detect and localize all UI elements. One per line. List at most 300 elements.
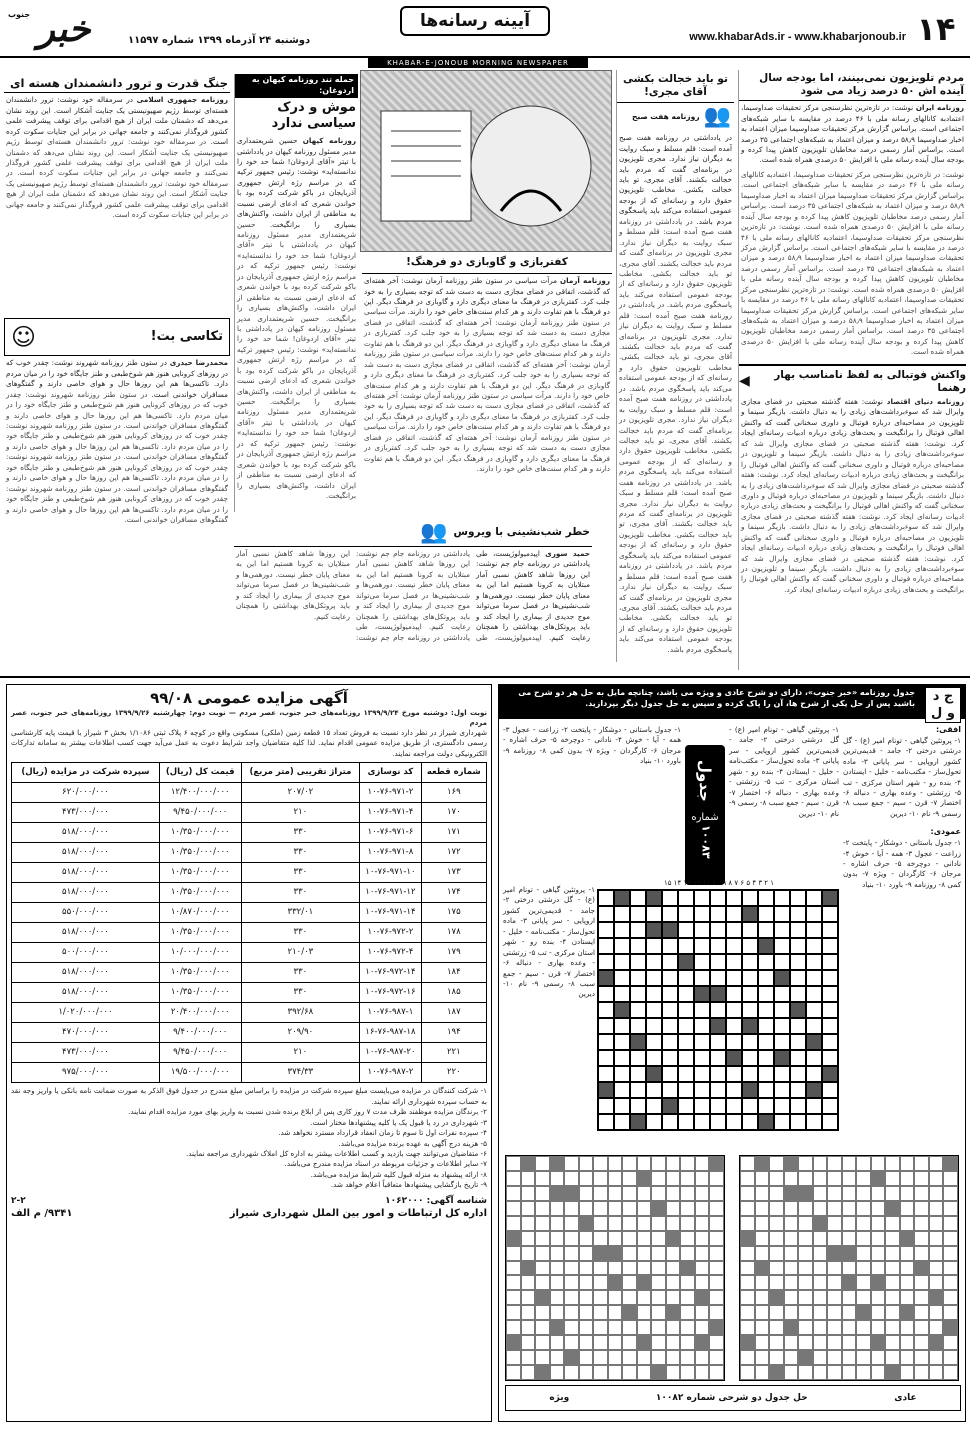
grid-cell [506,1201,521,1216]
grid-cell [535,1261,550,1276]
lead-bahar: روزنامه دنیای اقتصاد [886,397,964,406]
grid-cell[interactable] [758,890,774,906]
grid-cell[interactable] [694,1114,710,1130]
grid-cell [740,1186,755,1201]
grid-cell[interactable] [614,922,630,938]
grid-cell[interactable] [774,986,790,1002]
grid-cell[interactable] [806,922,822,938]
grid-cell[interactable] [790,1098,806,1114]
grid-cell [506,1365,521,1380]
grid-cell [637,1261,652,1276]
grid-cell[interactable] [774,922,790,938]
grid-cell[interactable] [710,922,726,938]
grid-cell[interactable] [806,938,822,954]
grid-cell[interactable] [774,938,790,954]
grid-cell[interactable] [678,986,694,1002]
grid-cell [885,1186,900,1201]
grid-cell [564,1231,579,1246]
grid-cell [842,1186,857,1201]
column-nuclear [4,74,230,314]
grid-cell[interactable] [630,906,646,922]
grid-cell [637,1156,652,1171]
grid-cell[interactable] [726,1018,742,1034]
grid-cell[interactable] [806,970,822,986]
grid-cell[interactable] [742,1002,758,1018]
grid-cell[interactable] [646,986,662,1002]
grid-cell[interactable] [742,1050,758,1066]
grid-cell[interactable] [822,1082,838,1098]
grid-cell[interactable] [614,1066,630,1082]
grid-cell[interactable] [598,1002,614,1018]
grid-cell[interactable] [806,1002,822,1018]
grid-cell [784,1305,799,1320]
grid-cell[interactable] [790,970,806,986]
grid-cell[interactable] [646,1098,662,1114]
grid-cell[interactable] [678,938,694,954]
grid-cell[interactable] [710,906,726,922]
grid-block [666,1231,681,1246]
grid-cell [579,1201,594,1216]
grid-cell [709,1335,724,1350]
grid-cell[interactable] [758,1034,774,1050]
grid-cell[interactable] [726,890,742,906]
grid-cell[interactable] [662,970,678,986]
ad-ref: ۹۳۴۱/ م الف [11,1207,73,1219]
table-cell: ۳۳۰ [241,863,360,883]
grid-cell[interactable] [790,922,806,938]
grid-cell[interactable] [822,1002,838,1018]
grid-cell[interactable] [790,954,806,970]
grid-cell [856,1335,871,1350]
grid-cell[interactable] [806,890,822,906]
grid-cell[interactable] [598,986,614,1002]
grid-cell [680,1335,695,1350]
grid-cell [579,1186,594,1201]
grid-cell [943,1275,958,1290]
grid-cell[interactable] [694,1050,710,1066]
table-cell: ۳۳۰ [241,823,360,843]
grid-cell [856,1201,871,1216]
grid-cell[interactable] [662,986,678,1002]
grid-cell[interactable] [806,1018,822,1034]
grid-cell[interactable] [662,1002,678,1018]
crossword-grid[interactable] [597,889,839,1131]
grid-cell[interactable] [694,938,710,954]
grid-cell[interactable] [822,922,838,938]
grid-cell [784,1216,799,1231]
grid-cell[interactable] [662,1114,678,1130]
grid-cell[interactable] [630,954,646,970]
crossword-number: ۱۰۰۸۳ [699,824,713,859]
grid-cell[interactable] [726,986,742,1002]
grid-cell[interactable] [662,1034,678,1050]
grid-cell[interactable] [742,1066,758,1082]
grid-cell[interactable] [710,1050,726,1066]
grid-cell[interactable] [598,1066,614,1082]
grid-block [806,1034,822,1050]
grid-cell[interactable] [758,1082,774,1098]
grid-cell[interactable] [822,1050,838,1066]
grid-cell[interactable] [822,906,838,922]
grid-cell[interactable] [598,938,614,954]
grid-cell [506,1156,521,1171]
grid-cell [593,1261,608,1276]
table-cell: ۱۷۴ [421,883,486,903]
grid-cell[interactable] [662,890,678,906]
grid-cell[interactable] [694,906,710,922]
grid-cell [651,1335,666,1350]
grid-cell [666,1201,681,1216]
grid-cell[interactable] [614,1098,630,1114]
grid-cell[interactable] [742,922,758,938]
grid-cell[interactable] [710,890,726,906]
grid-cell[interactable] [678,922,694,938]
grid-cell[interactable] [630,1002,646,1018]
grid-cell[interactable] [662,1050,678,1066]
grid-cell[interactable] [710,1114,726,1130]
grid-cell[interactable] [806,1066,822,1082]
lead-khejalat: روزنامه هفت صبح [631,112,700,122]
grid-block [709,1156,724,1171]
grid-cell[interactable] [694,890,710,906]
grid-cell[interactable] [710,938,726,954]
grid-cell[interactable] [630,970,646,986]
grid-cell[interactable] [598,906,614,922]
grid-cell[interactable] [678,906,694,922]
grid-cell[interactable] [726,1034,742,1050]
grid-cell [871,1365,886,1380]
grid-cell[interactable] [758,1002,774,1018]
grid-cell[interactable] [726,970,742,986]
grid-cell[interactable] [630,1082,646,1098]
grid-cell[interactable] [774,1114,790,1130]
grid-cell[interactable] [662,906,678,922]
grid-cell [813,1186,828,1201]
grid-cell[interactable] [694,1098,710,1114]
grid-cell[interactable] [822,954,838,970]
grid-cell[interactable] [646,954,662,970]
table-cell: ۱۰-۷۶-۹۷۱-۱۲ [360,883,421,903]
grid-cell [784,1350,799,1365]
grid-cell[interactable] [774,1018,790,1034]
grid-cell[interactable] [726,1066,742,1082]
grid-cell[interactable] [598,1114,614,1130]
grid-cell [521,1290,536,1305]
grid-cell [637,1216,652,1231]
grid-cell[interactable] [790,1034,806,1050]
table-cell: ۵۱۸/۰۰۰/۰۰۰ [12,923,160,943]
grid-cell[interactable] [758,954,774,970]
grid-cell[interactable] [790,1114,806,1130]
grid-cell[interactable] [678,1050,694,1066]
body-khejalat: در یادداشتی در روزنامه هفت صبح آمده است: قلم مسلط و سبک روایت به دیگران نیاز ندارد. مجری تلویزیون در برنامه‌ای گفت که مردم باید خجالت بکشند. آقای مجری، تو باید خجالت بکشی. مخاطب تلویزیون حقوق دارد و رسانه‌ای که از بودجه عمومی استفاده می‌کند باید پاسخگوی مردم باشد. [619,133,732,226]
grid-cell [943,1335,958,1350]
grid-cell[interactable] [630,1066,646,1082]
grid-cell[interactable] [694,1002,710,1018]
grid-cell[interactable] [646,1018,662,1034]
grid-cell[interactable] [678,890,694,906]
grid-cell [740,1305,755,1320]
grid-cell[interactable] [598,922,614,938]
grid-cell[interactable] [790,938,806,954]
body-virus-filler: اپیدمیولوژیست، طی یادداشتی در روزنامه جام جم نوشت: این روزها شاهد کاهش نسبی آمار مبتلایان به کرونا هستیم اما این به معنای پایان خطر نیست. دورهمی‌ها و شب‌نشینی‌ها در فصل سرما می‌تواند موج جدیدی از بیماری را ایجاد کند و باید پروتکل‌های بهداشتی را همچنان رعایت کنیم. اپیدمیولوژیست، طی یادداشتی در روزنامه جام جم نوشت: این روزها شاهد کاهش نسبی آمار مبتلایان به کرونا هستیم اما این به معنای پایان خطر نیست. دورهمی‌ها و شب‌نشینی‌ها در فصل سرما می‌تواند موج جدیدی از بیماری را ایجاد کند و باید پروتکل‌های بهداشتی را همچنان رعایت کنیم. [236,549,542,642]
grid-cell[interactable] [726,922,742,938]
grid-cell[interactable] [790,986,806,1002]
grid-cell[interactable] [630,986,646,1002]
grid-cell[interactable] [822,1034,838,1050]
grid-block [842,1246,857,1261]
grid-cell[interactable] [710,1082,726,1098]
grid-cell[interactable] [614,1018,630,1034]
grid-cell [579,1246,594,1261]
grid-cell [608,1305,623,1320]
table-cell: ۱۸۴ [421,963,486,983]
numbers-top: ۱۵ ۱۴ ۱۳ ۱۲ ۱۱ ۱۰ ۹ ۸ ۷ ۶ ۵ ۴ ۳ ۲ ۱ [663,879,775,887]
grid-cell[interactable] [630,1098,646,1114]
grid-cell[interactable] [758,970,774,986]
grid-cell[interactable] [822,970,838,986]
grid-cell [637,1246,652,1261]
grid-cell[interactable] [678,970,694,986]
grid-cell[interactable] [630,938,646,954]
table-cell: ۱۰-۷۶-۹۷۱-۴ [360,803,421,823]
grid-cell[interactable] [646,1002,662,1018]
grid-cell [885,1171,900,1186]
grid-cell[interactable] [726,906,742,922]
grid-cell[interactable] [806,906,822,922]
grid-cell[interactable] [694,1082,710,1098]
grid-cell[interactable] [598,954,614,970]
grid-cell[interactable] [646,938,662,954]
grid-cell[interactable] [790,906,806,922]
grid-block [769,1365,784,1380]
grid-cell[interactable] [630,922,646,938]
grid-cell[interactable] [662,938,678,954]
grid-cell[interactable] [614,970,630,986]
grid-cell[interactable] [662,954,678,970]
grid-cell [709,1231,724,1246]
grid-block [769,1290,784,1305]
grid-cell[interactable] [662,1066,678,1082]
grid-cell[interactable] [742,890,758,906]
grid-block [929,1290,944,1305]
grid-cell[interactable] [630,1018,646,1034]
grid-cell[interactable] [774,1002,790,1018]
grid-cell[interactable] [726,1098,742,1114]
grid-cell[interactable] [694,922,710,938]
grid-cell [885,1335,900,1350]
grid-cell[interactable] [774,906,790,922]
grid-cell[interactable] [614,906,630,922]
grid-cell[interactable] [678,1066,694,1082]
grid-block [710,1018,726,1034]
grid-cell[interactable] [710,954,726,970]
grid-cell[interactable] [742,970,758,986]
grid-cell [929,1320,944,1335]
grid-cell [784,1335,799,1350]
grid-cell[interactable] [678,1098,694,1114]
table-cell: ۱۰-۷۶-۹۷۲-۴ [360,943,421,963]
grid-cell[interactable] [646,1082,662,1098]
grid-cell [608,1290,623,1305]
grid-cell[interactable] [598,1034,614,1050]
grid-cell[interactable] [694,954,710,970]
grid-cell [680,1231,695,1246]
grid-cell [842,1231,857,1246]
grid-cell[interactable] [790,1066,806,1082]
grid-cell[interactable] [774,1098,790,1114]
grid-cell[interactable] [710,1098,726,1114]
grid-cell[interactable] [822,1114,838,1130]
grid-cell[interactable] [758,1098,774,1114]
grid-cell[interactable] [758,906,774,922]
grid-cell[interactable] [726,1002,742,1018]
grid-cell[interactable] [774,1034,790,1050]
grid-block [900,1231,915,1246]
grid-block [564,1350,579,1365]
grid-cell[interactable] [806,1098,822,1114]
grid-cell [506,1186,521,1201]
grid-cell[interactable] [806,986,822,1002]
grid-cell[interactable] [694,1034,710,1050]
grid-cell[interactable] [726,938,742,954]
grid-cell[interactable] [614,938,630,954]
table-cell: ۱۰-۷۶-۹۷۱-۲ [360,783,421,803]
grid-cell[interactable] [710,1002,726,1018]
grid-cell[interactable] [790,1018,806,1034]
grid-cell[interactable] [742,938,758,954]
grid-cell [856,1156,871,1171]
grid-cell[interactable] [774,1082,790,1098]
grid-block [943,1156,958,1171]
grid-block [742,1018,758,1034]
lead-nuclear: روزنامه جمهوری اسلامی [136,95,228,105]
grid-cell [856,1216,871,1231]
grid-cell [709,1350,724,1365]
grid-cell[interactable] [790,1050,806,1066]
grid-cell[interactable] [646,1050,662,1066]
grid-cell[interactable] [694,1066,710,1082]
grid-cell[interactable] [758,986,774,1002]
grid-cell[interactable] [678,1002,694,1018]
grid-cell [827,1335,842,1350]
grid-cell[interactable] [662,1082,678,1098]
grid-cell [871,1216,886,1231]
grid-block [885,1365,900,1380]
grid-cell [755,1365,770,1380]
grid-cell[interactable] [726,1082,742,1098]
grid-cell[interactable] [822,986,838,1002]
grid-cell[interactable] [646,1034,662,1050]
grid-cell [856,1275,871,1290]
grid-block [564,1186,579,1201]
grid-cell[interactable] [646,970,662,986]
grid-cell[interactable] [598,890,614,906]
grid-cell[interactable] [694,970,710,986]
grid-cell [740,1156,755,1171]
table-cell: ۱۶-۷۶-۹۸۷-۱۸ [360,1023,421,1043]
grid-cell[interactable] [678,1034,694,1050]
col-header: متراژ تقریبی (متر مربع) [241,763,360,783]
table-cell: ۶۲۰/۰۰۰/۰۰۰ [12,783,160,803]
grid-cell[interactable] [646,1114,662,1130]
grid-cell [622,1275,637,1290]
grid-cell[interactable] [822,1098,838,1114]
grid-cell[interactable] [710,970,726,986]
grid-cell[interactable] [742,986,758,1002]
grid-cell[interactable] [742,1098,758,1114]
table-cell: ۱۹۴ [421,1023,486,1043]
grid-cell [856,1231,871,1246]
grid-cell[interactable] [598,1018,614,1034]
grid-cell [622,1350,637,1365]
grid-cell[interactable] [822,1018,838,1034]
grid-cell[interactable] [790,890,806,906]
grid-cell[interactable] [694,1018,710,1034]
grid-cell[interactable] [758,1066,774,1082]
grid-cell[interactable] [630,890,646,906]
ad-conditions [11,1086,487,1190]
grid-cell[interactable] [742,1114,758,1130]
grid-cell[interactable] [662,1018,678,1034]
grid-cell[interactable] [758,922,774,938]
grid-cell[interactable] [630,1050,646,1066]
grid-cell[interactable] [790,1082,806,1098]
grid-cell[interactable] [726,954,742,970]
grid-cell[interactable] [774,1066,790,1082]
bahar-headline-text: واکنش فوتبالی به لفظ نامناسب بهار رهنما [774,368,966,394]
grid-cell[interactable] [614,954,630,970]
crossword-number-box [685,745,725,885]
grid-cell[interactable] [646,906,662,922]
grid-cell[interactable] [614,986,630,1002]
grid-cell[interactable] [678,1114,694,1130]
grid-cell[interactable] [742,1034,758,1050]
grid-cell [680,1246,695,1261]
grid-cell[interactable] [758,1050,774,1066]
grid-cell [593,1350,608,1365]
grid-cell[interactable] [726,1114,742,1130]
grid-cell[interactable] [678,1018,694,1034]
table-cell: ۱۰/۳۵۰/۰۰۰/۰۰۰ [159,823,241,843]
footer-solution: حل جدول دو شرحی شماره ۱۰۰۸۲ [655,1392,808,1403]
grid-cell [798,1305,813,1320]
grid-cell[interactable] [614,1114,630,1130]
grid-cell[interactable] [774,954,790,970]
grid-cell[interactable] [758,1018,774,1034]
table-row [12,823,487,843]
grid-cell[interactable] [806,1114,822,1130]
grid-cell[interactable] [678,1082,694,1098]
grid-cell[interactable] [742,954,758,970]
table-cell: ۱۰-۷۶-۹۷۱-۶ [360,823,421,843]
grid-cell [579,1320,594,1335]
grid-block [614,890,630,906]
grid-cell[interactable] [614,1082,630,1098]
grid-cell[interactable] [774,890,790,906]
grid-cell[interactable] [806,954,822,970]
grid-cell[interactable] [598,1050,614,1066]
grid-cell[interactable] [614,1050,630,1066]
grid-cell[interactable] [598,1098,614,1114]
table-cell: ۱۰/۳۵۰/۰۰۰/۰۰۰ [159,863,241,883]
grid-cell[interactable] [614,1034,630,1050]
grid-cell[interactable] [806,1050,822,1066]
grid-cell[interactable] [710,1066,726,1082]
grid-cell[interactable] [710,1034,726,1050]
grid-cell [695,1156,710,1171]
grid-cell[interactable] [822,938,838,954]
